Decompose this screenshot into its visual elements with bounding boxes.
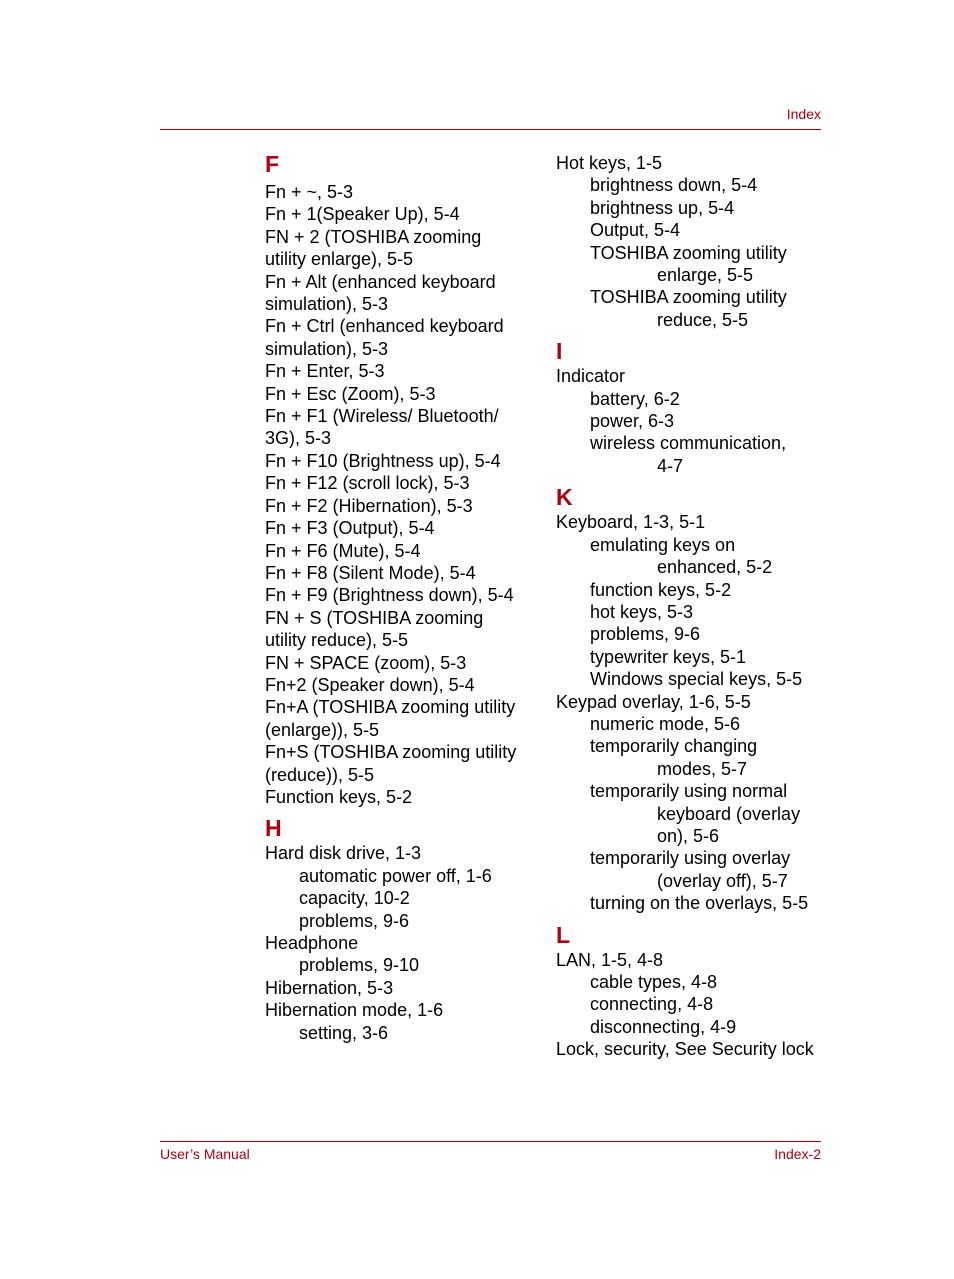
index-entry: Headphone [265,933,359,953]
index-subentry: numeric mode, 5-6 [590,713,741,734]
index-entry: Fn + Enter, 5-3 [265,361,385,382]
index-subentry: cable types, 4-8 [590,972,718,992]
index-entry: Fn+S (TOSHIBA zooming utility [265,742,517,763]
index-subentry: on), 5-6 [657,825,720,846]
index-entry: Fn + ~, 5-3 [265,182,354,202]
index-subentry: Windows special keys, 5-5 [590,669,803,690]
index-subentry: setting, 3-6 [299,1022,389,1043]
header-title: Index [786,106,821,122]
index-entry: Fn + F12 (scroll lock), 5-3 [265,473,470,494]
index-entry: 3G), 5-3 [265,428,332,449]
index-entry: LAN, 1-5, 4-8 [556,949,664,970]
index-letter-heading: H [265,815,282,842]
index-subentry: connecting, 4-8 [590,994,714,1015]
index-subentry: brightness up, 5-4 [590,197,735,218]
index-entry: simulation), 5-3 [265,294,389,315]
index-column-right [556,152,826,1061]
index-subentry: TOSHIBA zooming utility [590,287,787,308]
index-letter-heading: I [556,338,563,365]
index-entry: simulation), 5-3 [265,338,389,359]
index-entry: (enlarge)), 5-5 [265,719,380,740]
index-column-left [265,151,533,1044]
index-entry: Fn + 1(Speaker Up), 5-4 [265,204,460,225]
index-entry: Fn + F8 (Silent Mode), 5-4 [265,562,476,583]
index-entry: Fn + F1 (Wireless/ Bluetooth/ [265,406,499,427]
index-subentry: hot keys, 5-3 [590,601,694,622]
index-subentry: emulating keys on [590,534,736,555]
index-letter-heading: K [556,484,573,511]
index-entry: FN + S (TOSHIBA zooming [265,607,484,628]
index-subentry: temporarily using overlay [590,848,791,869]
index-subentry: capacity, 10-2 [299,888,410,909]
index-entry: utility reduce), 5-5 [265,630,409,651]
index-entry: Fn+A (TOSHIBA zooming utility [265,697,516,718]
footer-manual-title: User’s Manual [160,1146,250,1162]
index-entry: Keyboard, 1-3, 5-1 [556,512,706,533]
index-letter-heading: F [265,151,280,177]
index-subentry: problems, 9-6 [590,624,701,645]
index-subentry: function keys, 5-2 [590,579,732,600]
index-subentry: TOSHIBA zooming utility [590,242,787,263]
index-subentry: disconnecting, 4-9 [590,1016,737,1037]
index-entry: Hard disk drive, 1-3 [265,843,422,864]
index-entry: Fn + Alt (enhanced keyboard [265,271,496,292]
index-subentry: typewriter keys, 5-1 [590,646,747,667]
index-letter-heading: L [556,921,571,948]
index-subentry: brightness down, 5-4 [590,175,758,196]
index-entry: Hibernation, 5-3 [265,977,394,998]
header-rule [160,129,821,130]
index-subentry: enlarge, 5-5 [657,265,754,286]
index-subentry: automatic power off, 1-6 [299,865,492,886]
index-entry: (reduce)), 5-5 [265,764,375,785]
index-entry: Fn + F6 (Mute), 5-4 [265,540,421,561]
index-entry: Function keys, 5-2 [265,786,413,807]
index-entry: Fn + Ctrl (enhanced keyboard [265,316,504,337]
index-subentry: problems, 9-10 [299,955,420,976]
index-entry: Fn + F9 (Brightness down), 5-4 [265,585,514,606]
index-entry: Fn+2 (Speaker down), 5-4 [265,674,475,695]
footer-rule [160,1141,821,1142]
index-entry: utility enlarge), 5-5 [265,249,414,270]
index-entry: Fn + Esc (Zoom), 5-3 [265,383,436,404]
index-subentry: battery, 6-2 [590,388,680,409]
index-subentry: reduce, 5-5 [657,309,749,330]
index-entry: Fn + F10 (Brightness up), 5-4 [265,450,501,471]
index-entry: Indicator [556,366,626,387]
index-subentry: temporarily changing [590,736,758,757]
footer-page-number: Index-2 [774,1146,821,1162]
index-subentry: problems, 9-6 [299,910,410,931]
index-subentry: turning on the overlays, 5-5 [590,893,809,914]
index-entry: Hibernation mode, 1-6 [265,1000,444,1021]
index-subentry: wireless communication, [590,433,787,454]
index-entry: FN + 2 (TOSHIBA zooming [265,226,482,247]
index-entry: Fn + F2 (Hibernation), 5-3 [265,495,473,516]
index-entry: FN + SPACE (zoom), 5-3 [265,652,467,673]
index-entry: Hot keys, 1-5 [556,153,663,173]
index-subentry: temporarily using normal [590,781,788,802]
index-subentry: keyboard (overlay [657,803,801,824]
index-entry: Lock, security, See Security lock [556,1039,814,1060]
index-subentry: Output, 5-4 [590,220,681,241]
index-entry: Keypad overlay, 1-6, 5-5 [556,691,751,712]
index-subentry: (overlay off), 5-7 [657,870,788,891]
index-subentry: enhanced, 5-2 [657,557,773,578]
index-subentry: power, 6-3 [590,411,675,432]
index-entry: Fn + F3 (Output), 5-4 [265,518,435,539]
index-subentry: 4-7 [657,455,684,476]
index-subentry: modes, 5-7 [657,758,748,779]
